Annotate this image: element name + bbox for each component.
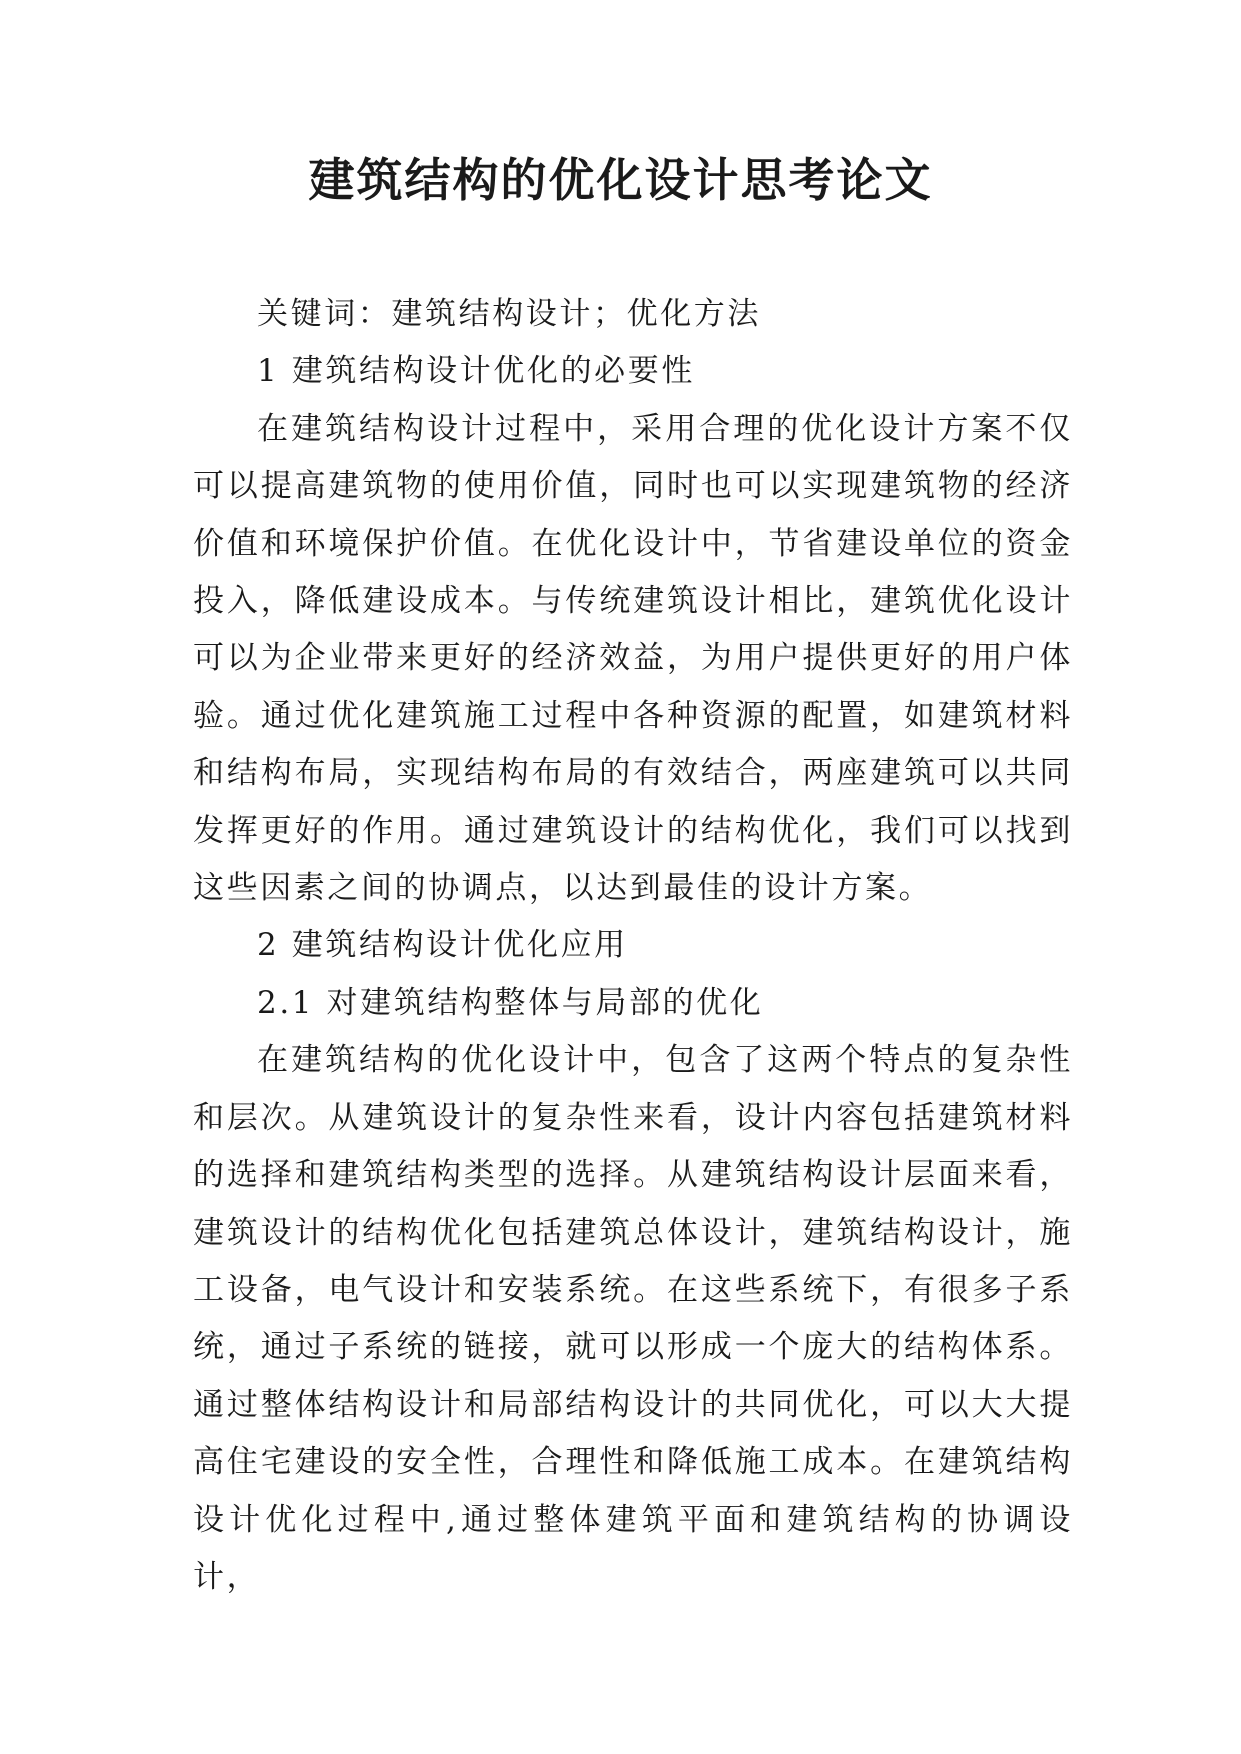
section-2-1-heading: 2.1 对建筑结构整体与局部的优化 — [257, 984, 764, 1021]
document-title: 建筑结构的优化设计思考论文 — [308, 153, 933, 207]
document-body — [193, 286, 1073, 1606]
section-2-1-paragraph: 在建筑结构的优化设计中，包含了这两个特点的复杂性和层次。从建筑设计的复杂性来看，设计内容包括建筑材料的选择和建筑结构类型的选择。从建筑结构设计层面来看，建筑设计的结构优化包括建筑总体设计，建筑结构设计，施工设备，电气设计和安装系统。在这些系统下，有很多子系统，通过子系统的链接，就可以形成一个庞大的结构体系。通过整体结构设计和局部结构设计的共同优化，可以大大提高住宅建设的安全性，合理性和降低施工成本。在建筑结构设计优化过程中,通过整体建筑平面和建筑结构的协调设计， — [193, 1042, 1073, 1595]
section-2-heading: 2 建筑结构设计优化应用 — [257, 927, 628, 964]
keywords-line: 关键词：建筑结构设计；优化方法 — [257, 296, 761, 332]
section-1-paragraph: 在建筑结构设计过程中，采用合理的优化设计方案不仅可以提高建筑物的使用价值，同时也可以实现建筑物的经济价值和环境保护价值。在优化设计中，节省建设单位的资金投入，降低建设成本。与传统建筑设计相比，建筑优化设计可以为企业带来更好的经济效益，为用户提供更好的用户体验。通过优化建筑施工过程中各种资源的配置，如建筑材料和结构布局，实现结构布局的有效结合，两座建筑可以共同发挥更好的作用。通过建筑设计的结构优化，我们可以找到这些因素之间的协调点，以达到最佳的设计方案。 — [193, 410, 1073, 907]
section-1-heading: 1 建筑结构设计优化的必要性 — [257, 353, 695, 390]
